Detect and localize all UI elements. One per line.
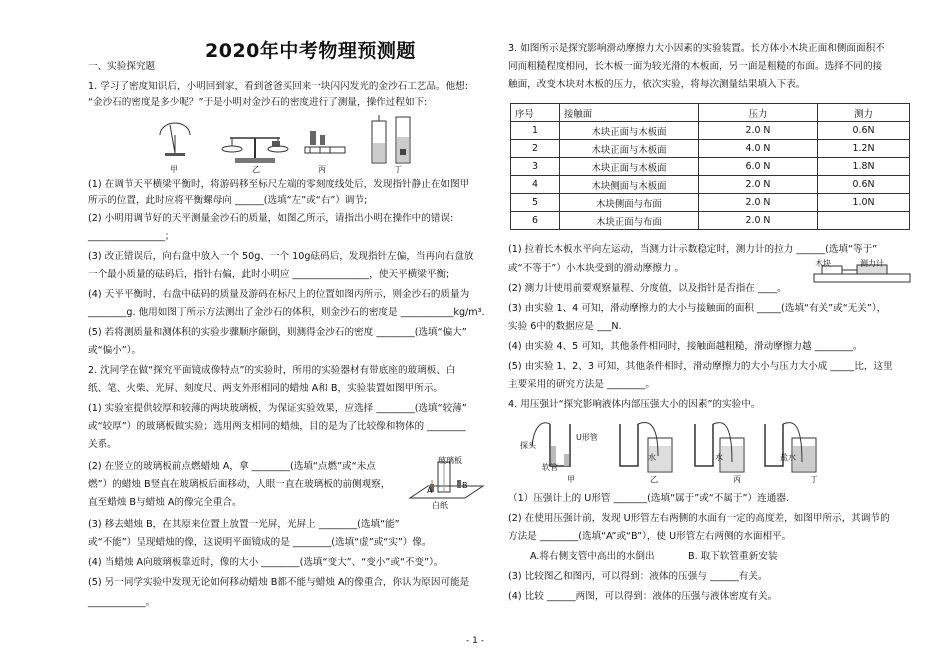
q1-s4b: ________g. 他用如图丁所示方法测出了金沙石的体积，则金沙石的密度是 ___________kg/m³. [88, 307, 485, 318]
q3-s2: (2) 测力计使用前要观察量程、分度值，以及指针是否指在 ____。 [508, 283, 787, 294]
q2-s5b: ____________。 [88, 597, 156, 608]
table-cell: 木块正面与木板面 [560, 122, 699, 140]
q4-fig-label-probe: 探头 [520, 441, 536, 450]
q2-fig-label-a: A [427, 486, 433, 495]
q2-fig-label-paper: 白纸 [432, 501, 448, 510]
table-cell: 木块正面与木板面 [560, 158, 699, 176]
q4-line1: 4. 用压强计“探究影响液体内部压强大小的因素”的实验中。 [508, 399, 761, 410]
q3-line2: 同而粗糙程度相同，长木板一面为较光滑的木板面，另一面是粗糙的布面。选择不同的接 [508, 61, 883, 72]
table-header: 接触面 [560, 104, 699, 122]
table-row [511, 176, 910, 194]
q2-s1c: 关系。 [88, 439, 117, 450]
section-heading: 一、实验探究题 [88, 61, 156, 72]
q1-s2a: (2) 小明用调节好的天平测量金沙石的质量，如图乙所示，请指出小明在操作中的错误: [88, 213, 454, 224]
q3-s3b: 实验 6中的数据应是 ___N. [508, 321, 622, 332]
q2-fig-label-b: B [462, 481, 468, 490]
table-header-row [511, 104, 910, 122]
table-cell: 6 [511, 212, 560, 230]
q4-s2b: 方法是 ________(选填“A”或“B”），使 U形管左右两侧的水面相平。 [508, 531, 792, 542]
q4-s3: (3) 比较图乙和图丙，可以得到：液体的压强与 ______有关。 [508, 571, 768, 582]
table-cell: 2 [511, 140, 560, 158]
q2-fig-label-glass: 玻璃板 [438, 456, 462, 465]
table-cell: 6.0 N [699, 158, 818, 176]
q1-s1b: 所示的位置，此时应将平衡螺母向 ______(选填“左”或“右”）调节; [88, 195, 368, 206]
balance-icon [222, 138, 288, 163]
q1-fig-label-d: 丁 [394, 165, 402, 174]
q1-s3a: (3) 改正错误后，向右盘中放入一个 50g、一个 10g砝码后，发现指针左偏，当再向右盘放 [88, 251, 474, 262]
q4-s2a: (2) 在使用压强计前，发现 U形管左右两侧的水面有一定的高度差，如图甲所示，其调节的 [508, 513, 890, 524]
q1-figure [150, 113, 430, 173]
table-cell: 木块侧面与布面 [560, 194, 699, 212]
q4-s4: (4) 比较 ______两图，可以得到：液体的压强与液体密度有关。 [508, 591, 778, 602]
table-row [511, 212, 910, 230]
table-header: 测力 [818, 104, 910, 122]
table-cell: 3 [511, 158, 560, 176]
table-cell: 木块侧面与木板面 [560, 176, 699, 194]
q4-fig-label-saltwater: 盐水 [780, 453, 796, 462]
q3-s5a: (5) 由实验 1、2、3 可知，其他条件相时，滑动摩擦力的大小与压力大小成 _____比，这里 [508, 361, 893, 372]
q1-s5b: 或“偏小”）。 [88, 345, 142, 356]
q2-s2a: (2) 在竖立的玻璃板前点燃蜡烛 A，拿 ________(选填“点燃”或“未点 [88, 461, 376, 472]
q1-s4a: (4) 天平平衡时，右盘中砝码的质量及游码在标尺上的位置如图丙所示，则金沙石的质量为 [88, 289, 470, 300]
table-cell: 2.0 N [699, 194, 818, 212]
table-row [511, 158, 910, 176]
q3-fig-label-block: 木块 [815, 259, 831, 268]
table-cell: 1.0N [818, 194, 910, 212]
table-cell: 2.0 N [699, 122, 818, 140]
q3-s1b: 或“不等于”）小木块受到的滑动摩擦力 。 [508, 263, 685, 274]
q3-line1: 3. 如图所示是探究影响滑动摩擦力大小因素的实验装置。长方体小木块正面和侧面面积不 [508, 43, 885, 54]
q4-fig-label-c: 丙 [733, 475, 741, 484]
table-header: 序号 [511, 104, 560, 122]
q3-fig-label-meter: 测力计 [860, 259, 884, 268]
table-cell [818, 212, 910, 230]
q1-s5a: (5) 若将测质量和测体积的实验步骤顺序颠倒，则测得金沙石的密度 ________(选填“偏大” [88, 327, 467, 338]
q1-fig-label-c: 丙 [318, 165, 326, 174]
q2-line2: 纸、笔、火柴、光屏、刻度尺、两支外形相同的蜡烛 A和 B，实验装置如图甲所示。 [88, 383, 444, 394]
q1-s2b: ________________； [88, 231, 175, 242]
table-row [511, 140, 910, 158]
q1-s3b: 一个最小质量的砝码后，指针右偏，此时小明应 ________________，使天平横梁平衡; [88, 269, 450, 280]
q1-line1: 1. 学习了密度知识后，小明回到家，看到爸爸买回来一块闪闪发光的金沙石工艺品。他想: [88, 81, 468, 92]
table-header: 压力 [699, 104, 818, 122]
table-cell: 0.6N [818, 176, 910, 194]
q4-option-b: B. 取下软管重新安装 [688, 551, 778, 562]
q3-line3: 触面，改变木块对木板的压力，依次实验，将每次测量结果填入下表。 [508, 79, 806, 90]
q3-s5b: 主要采用的研究方法是 ________。 [508, 379, 655, 390]
q1-s1a: (1) 在调节天平横梁平衡时，将游码移至标尺左端的零刻度线处后，发现指针静止在如图甲 [88, 179, 470, 190]
q4-fig-label-utube: U形管 [576, 433, 598, 442]
q4-fig-label-b: 乙 [650, 475, 658, 484]
table-cell: 4 [511, 176, 560, 194]
q4-fig-label-water1: 水 [648, 453, 656, 462]
table-row [511, 194, 910, 212]
q2-s5a: (5) 另一同学实验中发现无论如何移动蜡烛 B都不能与蜡烛 A的像重合，你认为原因可能是 [88, 577, 470, 588]
table-cell: 5 [511, 194, 560, 212]
q3-s4: (4) 由实验 4、5 可知，其他条件相同时，接触面越粗糙，滑动摩擦力越 ________。 [508, 341, 863, 352]
q4-fig-label-a: 甲 [567, 475, 575, 484]
table-cell: 0.6N [818, 122, 910, 140]
q2-s2c: 直至蜡烛 B与蜡烛 A的像完全重合。 [88, 497, 242, 508]
page-number: - 1 - [466, 636, 484, 646]
q2-s1b: 或“较厚”）的玻璃板做实验；选用两支相同的蜡烛，目的是为了比较像和物体的 ________ [88, 421, 466, 432]
q4-fig-label-water2: 水 [715, 453, 723, 462]
q3-s1a: (1) 拉着长木板水平向左运动，当测力计示数稳定时，测力计的拉力 ______(选填“等于” [508, 244, 878, 255]
balance-pointer-icon [160, 123, 190, 156]
q1-line2: “金沙石的密度是多少呢？”于是小明对金沙石的密度进行了测量，操作过程如下: [88, 97, 428, 108]
q1-fig-label-b: 乙 [252, 165, 260, 174]
q4-fig-label-d: 丁 [810, 475, 818, 484]
table-cell: 1 [511, 122, 560, 140]
q2-s3a: (3) 移去蜡烛 B，在其原来位置上放置一光屏，光屏上 ________(选填“能” [88, 519, 400, 530]
table-cell: 木块正面与木板面 [560, 140, 699, 158]
q2-s1a: (1) 实验室提供较厚和较薄的两块玻璃板，为保证实验效果，应选择 ________(选填“较薄” [88, 403, 467, 414]
table-cell: 4.0 N [699, 140, 818, 158]
table-cell: 2.0 N [699, 176, 818, 194]
q4-fig-label-hose: 软管 [542, 463, 558, 472]
friction-table [510, 103, 910, 230]
table-cell: 2.0 N [699, 212, 818, 230]
q4-option-a: A.将右侧支管中高出的水倒出 [530, 551, 655, 562]
table-cell: 1.2N [818, 140, 910, 158]
q2-s3b: 或“不能”）呈现蜡烛的像，这说明平面镜成的是 ________(选填“虚”或“实”）像。 [88, 537, 432, 548]
q4-pressure-figure [520, 416, 830, 482]
table-row [511, 122, 910, 140]
table-cell: 1.8N [818, 158, 910, 176]
q2-s2b: 燃”）的蜡烛 B竖直在玻璃板后面移动，人眼一直在玻璃板的前侧观察， [88, 479, 391, 490]
q4-s1: （1）压强计上的 U形管 _______(选填“属于”或“不属于”）连通器. [508, 493, 789, 504]
table-cell: 木块正面与布面 [560, 212, 699, 230]
weights-icon [305, 131, 345, 153]
q2-line1: 2. 沈同学在做“探究平面镜成像特点”的实验时，所用的实验器材有带底座的玻璃板、白 [88, 365, 456, 376]
measuring-cylinder-icon [372, 115, 410, 163]
page-title: 2020年中考物理预测题 [205, 40, 416, 62]
q2-s4: (4) 当蜡烛 A向玻璃板靠近时，像的大小 ________(选填“变大”、“变小”或“不变”）。 [88, 557, 444, 568]
q1-fig-label-a: 甲 [170, 165, 178, 174]
q3-s3a: (3) 由实验 1、4 可知，滑动摩擦力的大小与接触面的面积 _____(选填“有关”或“无关”）， [508, 303, 887, 314]
